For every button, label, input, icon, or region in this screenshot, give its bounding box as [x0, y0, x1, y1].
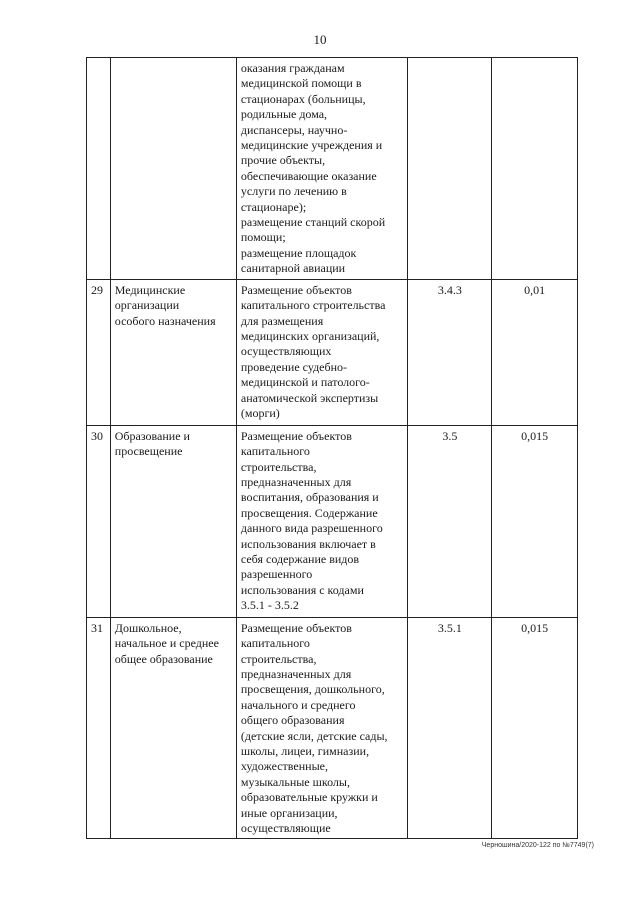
description-line: капитального	[240, 444, 310, 459]
description-cell	[236, 279, 408, 425]
description-line: санитарной авиации	[240, 261, 346, 276]
classifier-code-cell: 3.5.1	[408, 617, 492, 839]
category-name-line: общее образование	[114, 651, 213, 666]
description-line: помощи;	[240, 230, 286, 245]
description-line: обеспечивающие оказание	[240, 168, 377, 183]
description-line: художественные,	[240, 759, 328, 774]
document-footer-code: Черношина/2020-122 по №7749(7)	[481, 842, 594, 849]
classifier-code-cell: 3.4.3	[408, 279, 492, 425]
land-use-table	[86, 57, 578, 839]
description-line: Размещение объектов	[240, 282, 352, 297]
description-line: родильные дома,	[240, 107, 328, 122]
description-line: капитального	[240, 636, 310, 651]
description-line: использования включает в	[240, 536, 376, 551]
description-line: предназначенных для	[240, 666, 352, 681]
row-number-cell: 31	[87, 617, 111, 839]
description-line: предназначенных для	[240, 474, 352, 489]
description-line: Размещение объектов	[240, 428, 352, 443]
row-number-cell: 30	[87, 425, 111, 617]
category-name-line: Медицинские	[114, 282, 186, 297]
description-line: начального и среднего	[240, 697, 356, 712]
description-cell	[236, 617, 408, 839]
coefficient-value-cell: 0,015	[492, 617, 578, 839]
description-line: капитального строительства	[240, 298, 386, 313]
classifier-code-cell	[408, 58, 492, 280]
description-line: осуществляющих	[240, 344, 332, 359]
description-line: медицинской и патолого-	[240, 375, 370, 390]
category-name-cell	[110, 617, 236, 839]
description-line: данного вида разрешенного	[240, 521, 383, 536]
description-line: школы, лицеи, гимназии,	[240, 743, 370, 758]
coefficient-value-cell	[492, 58, 578, 280]
description-line: диспансеры, научно-	[240, 122, 348, 137]
description-line: образовательные кружки и	[240, 790, 378, 805]
description-line: строительства,	[240, 651, 317, 666]
category-name-line: просвещение	[114, 444, 183, 459]
category-name-line: начальное и среднее	[114, 636, 219, 651]
description-line: просвещения. Содержание	[240, 505, 378, 520]
coefficient-value-cell: 0,01	[492, 279, 578, 425]
description-line: общего образования	[240, 713, 345, 728]
category-name-line: Образование и	[114, 428, 190, 443]
description-line: размещение станций скорой	[240, 215, 386, 230]
description-cell	[236, 58, 408, 280]
description-line: (морги)	[240, 405, 280, 420]
category-name-line: Дошкольное,	[114, 620, 182, 635]
description-line: прочие объекты,	[240, 153, 326, 168]
page-number: 10	[313, 32, 327, 47]
description-line: разрешенного	[240, 567, 313, 582]
description-line: (детские ясли, детские сады,	[240, 728, 388, 743]
coefficient-value-cell: 0,015	[492, 425, 578, 617]
description-line: просвещения, дошкольного,	[240, 682, 385, 697]
table-row	[87, 279, 578, 425]
category-name-cell	[110, 58, 236, 280]
description-line: музыкальные школы,	[240, 774, 350, 789]
description-line: анатомической экспертизы	[240, 390, 379, 405]
description-line: для размещения	[240, 313, 324, 328]
description-line: медицинские учреждения и	[240, 138, 383, 153]
description-line: проведение судебно-	[240, 359, 348, 374]
description-line: стационарах (больницы,	[240, 91, 366, 106]
description-line: размещение площадок	[240, 245, 357, 260]
description-line: воспитания, образования и	[240, 490, 379, 505]
category-name-cell	[110, 279, 236, 425]
description-line: себя содержание видов	[240, 551, 360, 566]
description-line: медицинских организаций,	[240, 328, 380, 343]
category-name-line: организации	[114, 298, 180, 313]
description-line: медицинской помощи в	[240, 76, 362, 91]
description-line: осуществляющие	[240, 820, 331, 835]
description-line: стационаре);	[240, 199, 307, 214]
category-name-cell	[110, 425, 236, 617]
description-line: услуги по лечению в	[240, 184, 347, 199]
table-row	[87, 617, 578, 839]
row-number-cell: 29	[87, 279, 111, 425]
description-line: иные организации,	[240, 805, 338, 820]
description-cell	[236, 425, 408, 617]
row-number-cell	[87, 58, 111, 280]
table-row	[87, 425, 578, 617]
category-name-line: особого назначения	[114, 313, 216, 328]
description-line: Размещение объектов	[240, 620, 352, 635]
description-line: оказания гражданам	[240, 61, 345, 75]
description-line: использования с кодами	[240, 582, 364, 597]
classifier-code-cell: 3.5	[408, 425, 492, 617]
table-row	[87, 58, 578, 280]
description-line: 3.5.1 - 3.5.2	[240, 598, 299, 613]
description-line: строительства,	[240, 459, 317, 474]
